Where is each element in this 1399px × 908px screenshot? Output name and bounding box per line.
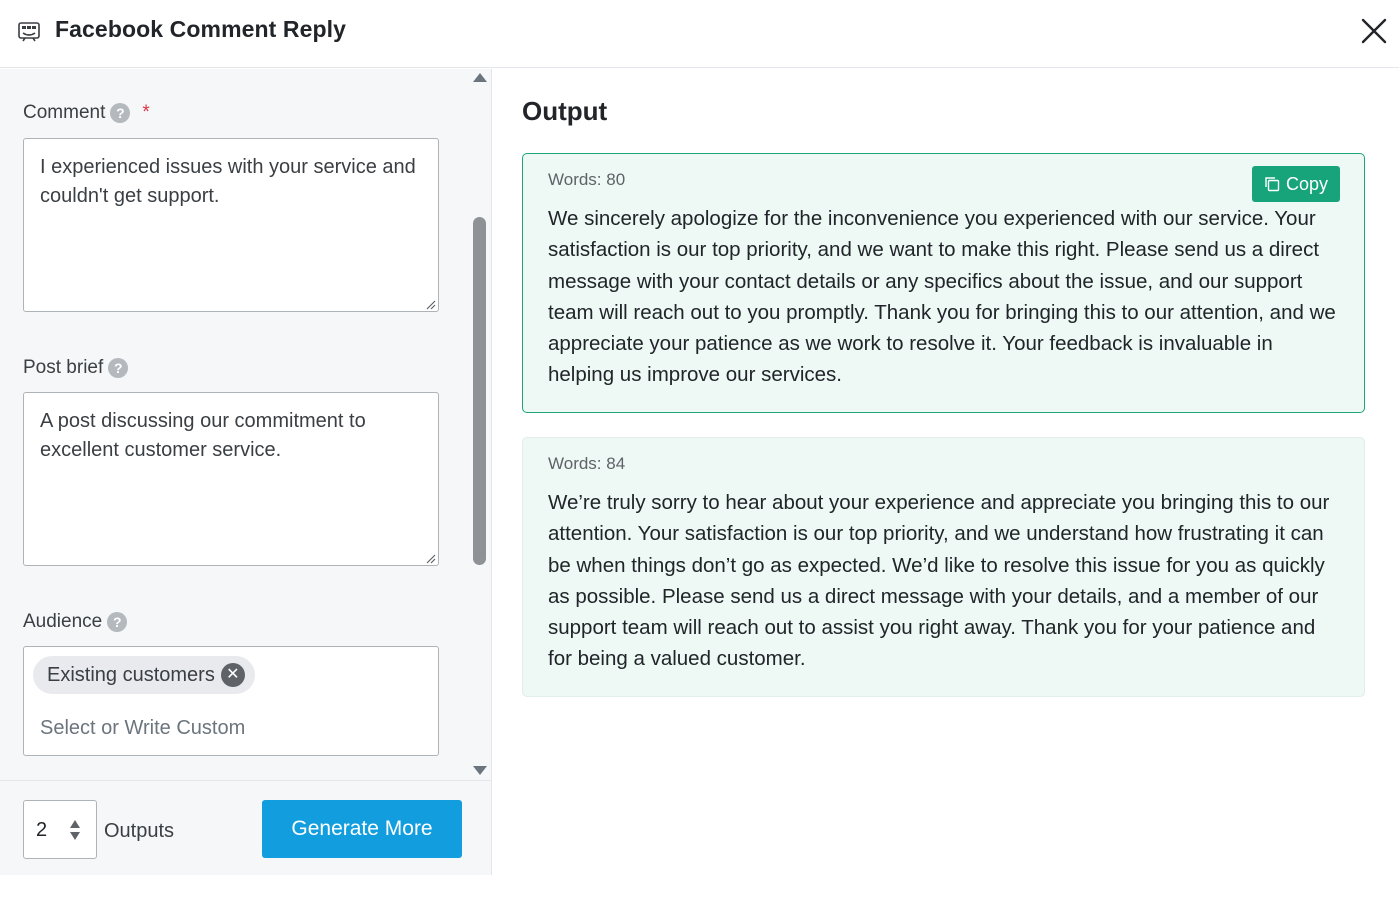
outputs-label: Outputs [104,820,175,842]
word-count: Words: 80 [548,170,626,189]
scroll-thumb[interactable] [473,217,486,565]
output-text: We sincerely apologize for the inconvenience you experienced with our service. Your satisfaction is our top priority, and we want to make this right. Please send us a direct message with your contact details or any specifics about the issue, and our support team will reach out to you promptly. Thank you for bringing this to our attention, and we appreciate your patience as we work to resolve it. Your feedback is invaluable in helping us improve our services. [548,207,1336,387]
form-scrollbar[interactable] [470,69,490,780]
copy-button[interactable] [1252,166,1340,202]
comment-label [23,102,150,124]
remove-chip-icon[interactable]: ✕ [221,663,245,687]
close-icon[interactable] [1360,17,1388,45]
output-text: We’re truly sorry to hear about your experience and appreciate you bringing this to our attention. Your satisfaction is our top priority, and we understand how frustrating it can be when things don’t go as expected. We’d like to resolve this issue for you as quickly as possible. Please send us a direct message with your details, and a member of our support team will reach out to assist you right away. Thank you for your patience and for being a valued customer. [548,491,1330,671]
scroll-down-arrow-icon[interactable] [473,766,487,775]
help-icon[interactable]: ? [108,358,128,378]
modal-header [0,0,1399,68]
post-brief-label-text: Post brief [23,357,104,378]
audience-label [23,611,127,633]
stepper-arrows-icon[interactable] [68,817,82,843]
output-title: Output [522,96,608,126]
resize-grip-icon[interactable] [424,552,436,564]
output-card[interactable] [522,153,1365,413]
form-footer [0,780,491,875]
outputs-count[interactable]: 2 [36,819,48,841]
copy-label: Copy [1285,173,1329,194]
input-panel [0,69,492,875]
robot-icon [17,20,41,42]
resize-grip-icon[interactable] [424,298,436,310]
required-mark: * [142,102,150,123]
output-card[interactable] [522,437,1365,697]
audience-search-input[interactable]: Select or Write Custom [40,717,246,739]
audience-label-text: Audience [23,611,103,632]
help-icon[interactable]: ? [107,612,127,632]
post-brief-input[interactable]: A post discussing our commitment to excellent customer service. [23,392,439,566]
modal-bottom-edge [0,875,1399,908]
comment-label-text: Comment [23,102,106,123]
generate-more-button[interactable]: Generate More [262,800,462,858]
word-count: Words: 84 [548,454,626,473]
help-icon[interactable]: ? [110,103,130,123]
comment-input[interactable]: I experienced issues with your service and couldn't get support. [23,138,439,312]
scroll-up-arrow-icon[interactable] [473,73,487,82]
audience-select[interactable] [23,646,439,756]
audience-chip-label: Existing customers [47,664,215,686]
post-brief-label [23,357,128,379]
outputs-stepper[interactable] [23,800,97,859]
output-panel [493,69,1399,875]
audience-chip [33,656,255,694]
form-scroll-area [0,69,470,780]
modal-title: Facebook Comment Reply [55,16,347,42]
copy-icon [1264,176,1280,192]
